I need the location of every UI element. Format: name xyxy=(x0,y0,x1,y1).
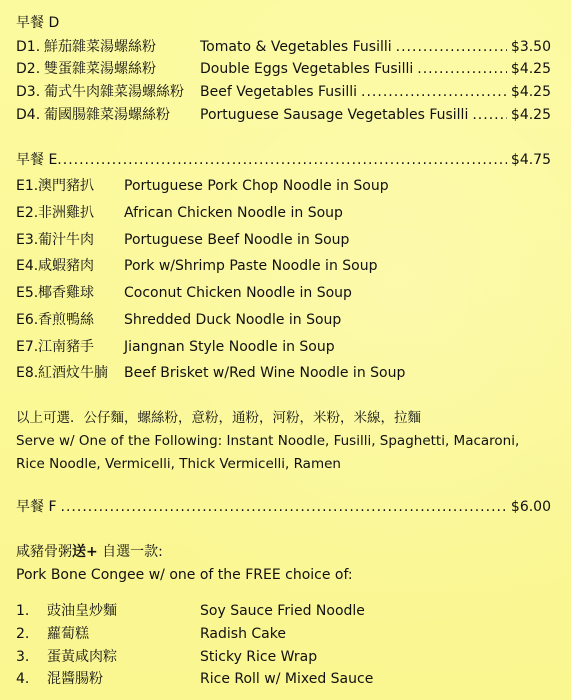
item-name-zh: 咸蝦豬肉 xyxy=(38,258,94,274)
item-name-zh: 澳門豬扒 xyxy=(38,178,94,194)
item-name-en: Portuguese Beef Noodle in Soup xyxy=(124,232,350,248)
item-name-en: Portuguese Sausage Vegetables Fusilli xyxy=(200,107,469,123)
choice-number: 4. xyxy=(16,671,30,687)
breakfast-f-title: 早餐 F xyxy=(16,499,57,515)
noodle-choice-zh: 以上可選．公仔麵，螺絲粉，意粉，通粉，河粉，米粉，米線，拉麵 xyxy=(16,410,421,426)
menu-item-e1 xyxy=(16,176,551,196)
item-name-zh: 非洲雞扒 xyxy=(38,205,94,221)
breakfast-e-price: $4.75 xyxy=(510,152,551,168)
item-name-zh: 紅酒炆牛腩 xyxy=(38,365,108,381)
menu-item-e4 xyxy=(16,256,551,276)
menu-item-d2 xyxy=(16,59,551,79)
dot-leader xyxy=(472,105,507,125)
choice-name-zh: 蘿蔔糕 xyxy=(47,626,89,642)
item-price: $4.25 xyxy=(510,107,551,123)
item-code: E4. xyxy=(16,258,39,274)
dot-leader xyxy=(61,497,507,517)
item-name-en: African Chicken Noodle in Soup xyxy=(124,205,343,221)
menu-item-e6 xyxy=(16,310,551,330)
breakfast-f-price: $6.00 xyxy=(510,499,551,515)
noodle-choice-en-line2: Rice Noodle, Vermicelli, Thick Vermicelli, Ramen xyxy=(16,456,341,472)
item-name-en: Tomato & Vegetables Fusilli xyxy=(200,39,392,55)
breakfast-e-title: 早餐 E xyxy=(16,152,58,168)
item-name-zh: 葡國腸雜菜湯螺絲粉 xyxy=(44,107,170,123)
choice-name-en: Sticky Rice Wrap xyxy=(200,649,318,665)
choice-name-en: Radish Cake xyxy=(200,626,286,642)
congee-intro-en: Pork Bone Congee w/ one of the FREE choice of: xyxy=(16,567,353,583)
dot-leader xyxy=(396,37,507,57)
menu-item-e5 xyxy=(16,283,551,303)
item-name-en: Coconut Chicken Noodle in Soup xyxy=(124,285,352,301)
menu-item-e8 xyxy=(16,363,551,383)
item-price: $3.50 xyxy=(510,39,551,55)
item-name-zh: 椰香雞球 xyxy=(38,285,94,301)
item-name-en: Shredded Duck Noodle in Soup xyxy=(124,312,342,328)
item-line xyxy=(200,82,551,102)
choice-name-zh: 混醬腸粉 xyxy=(47,671,103,687)
menu-item-d1 xyxy=(16,37,551,57)
breakfast-d-title: 早餐 D xyxy=(16,15,60,31)
menu-item-e7 xyxy=(16,337,551,357)
choice-name-en: Rice Roll w/ Mixed Sauce xyxy=(200,671,374,687)
item-name-zh: 江南豬手 xyxy=(38,339,94,355)
choice-name-zh: 豉油皇炒麵 xyxy=(47,603,117,619)
congee-intro-zh-b: 自選一款: xyxy=(97,544,163,560)
item-name-en: Beef Brisket w/Red Wine Noodle in Soup xyxy=(124,365,406,381)
item-line xyxy=(200,105,551,125)
free-choice-1 xyxy=(16,601,551,621)
item-name-en: Beef Vegetables Fusilli xyxy=(200,84,358,100)
item-code: E1. xyxy=(16,178,39,194)
item-line xyxy=(200,37,551,57)
menu-item-d4 xyxy=(16,105,551,125)
item-name-zh: 鮮茄雜菜湯螺絲粉 xyxy=(44,39,156,55)
item-name-en: Portuguese Pork Chop Noodle in Soup xyxy=(124,178,389,194)
dot-leader xyxy=(361,82,507,102)
section-line xyxy=(16,150,551,170)
item-name-zh: 雙蛋雜菜湯螺絲粉 xyxy=(44,61,156,77)
item-code: E8. xyxy=(16,365,39,381)
menu-item-d3 xyxy=(16,82,551,102)
choice-name-zh: 蛋黃咸肉粽 xyxy=(47,649,117,665)
free-choice-4 xyxy=(16,669,551,689)
breakfast-e-header xyxy=(16,150,551,170)
choice-name-en: Soy Sauce Fried Noodle xyxy=(200,603,365,619)
dot-leader xyxy=(57,150,507,170)
item-price: $4.25 xyxy=(510,61,551,77)
section-line xyxy=(16,497,551,517)
choice-number: 1. xyxy=(16,603,30,619)
item-name-zh: 葡式牛肉雜菜湯螺絲粉 xyxy=(44,84,184,100)
free-choice-3 xyxy=(16,647,551,667)
breakfast-f-header xyxy=(16,497,551,517)
menu-item-e2 xyxy=(16,203,551,223)
free-choice-2 xyxy=(16,624,551,644)
choice-number: 2. xyxy=(16,626,30,642)
item-code: D4. xyxy=(16,107,41,123)
item-code: E6. xyxy=(16,312,39,328)
item-name-zh: 葡汁牛肉 xyxy=(38,232,94,248)
congee-intro-zh-a: 咸豬骨粥 xyxy=(16,544,72,560)
item-price: $4.25 xyxy=(510,84,551,100)
item-name-en: Double Eggs Vegetables Fusilli xyxy=(200,61,414,77)
item-name-zh: 香煎鴨絲 xyxy=(38,312,94,328)
item-code: E7. xyxy=(16,339,39,355)
item-code: E2. xyxy=(16,205,39,221)
item-code: D2. xyxy=(16,61,41,77)
item-name-en: Pork w/Shrimp Paste Noodle in Soup xyxy=(124,258,378,274)
choice-number: 3. xyxy=(16,649,30,665)
item-name-en: Jiangnan Style Noodle in Soup xyxy=(124,339,335,355)
item-code: E5. xyxy=(16,285,39,301)
menu-item-e3 xyxy=(16,230,551,250)
item-code: D3. xyxy=(16,84,41,100)
noodle-choice-en-line1: Serve w/ One of the Following: Instant Noodle, Fusilli, Spaghetti, Macaroni, xyxy=(16,433,520,449)
item-code: D1. xyxy=(16,39,41,55)
congee-free-tag: 送+ xyxy=(72,544,98,560)
dot-leader xyxy=(417,59,507,79)
item-code: E3. xyxy=(16,232,39,248)
item-line xyxy=(200,59,551,79)
congee-intro-zh xyxy=(16,541,163,564)
